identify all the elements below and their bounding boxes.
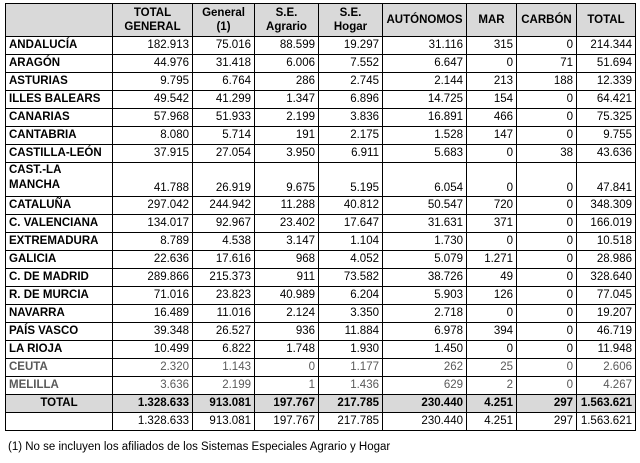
value-cell: 46.719 bbox=[577, 323, 636, 341]
region-cell: CATALUÑA bbox=[6, 197, 113, 215]
value-cell: 38 bbox=[517, 145, 577, 163]
value-cell: 936 bbox=[255, 323, 319, 341]
value-cell: 75.016 bbox=[193, 37, 255, 55]
value-cell: 6.911 bbox=[319, 145, 383, 163]
value-cell: 348.309 bbox=[577, 197, 636, 215]
table-row bbox=[6, 55, 636, 73]
value-cell: 51.933 bbox=[193, 109, 255, 127]
value-cell: 3.350 bbox=[319, 305, 383, 323]
value-cell: 64.421 bbox=[577, 91, 636, 109]
value-cell: 41.788 bbox=[113, 163, 193, 197]
total-cell: 197.767 bbox=[255, 395, 319, 413]
table-row bbox=[6, 287, 636, 305]
value-cell: 51.694 bbox=[577, 55, 636, 73]
value-cell: 720 bbox=[467, 197, 517, 215]
table-row bbox=[6, 215, 636, 233]
region-cell: ANDALUCÍA bbox=[6, 37, 113, 55]
affiliation-table bbox=[5, 3, 636, 431]
check-cell: 1.328.633 bbox=[113, 413, 193, 431]
value-cell: 1 bbox=[255, 377, 319, 395]
value-cell: 214.344 bbox=[577, 37, 636, 55]
value-cell: 1.143 bbox=[193, 359, 255, 377]
value-cell: 1.271 bbox=[467, 251, 517, 269]
value-cell: 0 bbox=[517, 163, 577, 197]
value-cell: 0 bbox=[517, 127, 577, 145]
region-cell: ARAGÓN bbox=[6, 55, 113, 73]
table-row bbox=[6, 323, 636, 341]
value-cell: 37.915 bbox=[113, 145, 193, 163]
value-cell: 2.718 bbox=[383, 305, 467, 323]
value-cell: 26.919 bbox=[193, 163, 255, 197]
value-cell: 2.175 bbox=[319, 127, 383, 145]
region-cell: C. VALENCIANA bbox=[6, 215, 113, 233]
value-cell: 2 bbox=[467, 377, 517, 395]
header-cell: CARBÓN bbox=[517, 4, 577, 37]
value-cell: 5.079 bbox=[383, 251, 467, 269]
total-cell: 1.563.621 bbox=[577, 395, 636, 413]
value-cell: 16.891 bbox=[383, 109, 467, 127]
region-cell: CANARIAS bbox=[6, 109, 113, 127]
table-row bbox=[6, 305, 636, 323]
value-cell: 394 bbox=[467, 323, 517, 341]
total-cell: 4.251 bbox=[467, 395, 517, 413]
value-cell: 88.599 bbox=[255, 37, 319, 55]
total-cell: 230.440 bbox=[383, 395, 467, 413]
value-cell: 6.204 bbox=[319, 287, 383, 305]
header-cell: AUTÓNOMOS bbox=[383, 4, 467, 37]
value-cell: 17.647 bbox=[319, 215, 383, 233]
value-cell: 1.104 bbox=[319, 233, 383, 251]
value-cell: 1.177 bbox=[319, 359, 383, 377]
value-cell: 71 bbox=[517, 55, 577, 73]
value-cell: 25 bbox=[467, 359, 517, 377]
table-row bbox=[6, 269, 636, 287]
value-cell: 0 bbox=[517, 287, 577, 305]
table-row bbox=[6, 341, 636, 359]
value-cell: 7.552 bbox=[319, 55, 383, 73]
footnote: (1) No se incluyen los afiliados de los Sistemas Especiales Agrario y Hogar bbox=[8, 441, 391, 453]
value-cell: 5.903 bbox=[383, 287, 467, 305]
value-cell: 2.199 bbox=[255, 109, 319, 127]
value-cell: 0 bbox=[517, 377, 577, 395]
value-cell: 0 bbox=[467, 341, 517, 359]
region-cell: ILLES BALEARS bbox=[6, 91, 113, 109]
value-cell: 0 bbox=[517, 359, 577, 377]
check-cell: 1.563.621 bbox=[577, 413, 636, 431]
value-cell: 31.116 bbox=[383, 37, 467, 55]
value-cell: 49.542 bbox=[113, 91, 193, 109]
value-cell: 244.942 bbox=[193, 197, 255, 215]
value-cell: 71.016 bbox=[113, 287, 193, 305]
value-cell: 0 bbox=[467, 233, 517, 251]
value-cell: 297.042 bbox=[113, 197, 193, 215]
value-cell: 47.841 bbox=[577, 163, 636, 197]
region-cell: LA RIOJA bbox=[6, 341, 113, 359]
value-cell: 11.948 bbox=[577, 341, 636, 359]
value-cell: 31.631 bbox=[383, 215, 467, 233]
value-cell: 22.636 bbox=[113, 251, 193, 269]
value-cell: 134.017 bbox=[113, 215, 193, 233]
header-cell: General (1) bbox=[193, 4, 255, 37]
check-blank-cell bbox=[6, 413, 113, 431]
table-row bbox=[6, 233, 636, 251]
value-cell: 0 bbox=[517, 37, 577, 55]
header-cell bbox=[6, 4, 113, 37]
value-cell: 10.499 bbox=[113, 341, 193, 359]
region-cell: CANTABRIA bbox=[6, 127, 113, 145]
value-cell: 43.636 bbox=[577, 145, 636, 163]
value-cell: 6.006 bbox=[255, 55, 319, 73]
value-cell: 9.675 bbox=[255, 163, 319, 197]
check-cell: 4.251 bbox=[467, 413, 517, 431]
value-cell: 2.320 bbox=[113, 359, 193, 377]
value-cell: 328.640 bbox=[577, 269, 636, 287]
value-cell: 40.989 bbox=[255, 287, 319, 305]
value-cell: 629 bbox=[383, 377, 467, 395]
value-cell: 154 bbox=[467, 91, 517, 109]
value-cell: 40.812 bbox=[319, 197, 383, 215]
value-cell: 0 bbox=[467, 55, 517, 73]
check-row bbox=[6, 413, 636, 431]
value-cell: 2.199 bbox=[193, 377, 255, 395]
value-cell: 968 bbox=[255, 251, 319, 269]
value-cell: 9.795 bbox=[113, 73, 193, 91]
value-cell: 8.080 bbox=[113, 127, 193, 145]
table-row bbox=[6, 359, 636, 377]
value-cell: 2.606 bbox=[577, 359, 636, 377]
value-cell: 92.967 bbox=[193, 215, 255, 233]
header-cell: S.E. Hogar bbox=[319, 4, 383, 37]
value-cell: 371 bbox=[467, 215, 517, 233]
value-cell: 3.836 bbox=[319, 109, 383, 127]
value-cell: 0 bbox=[255, 359, 319, 377]
value-cell: 0 bbox=[517, 91, 577, 109]
table-row bbox=[6, 73, 636, 91]
value-cell: 213 bbox=[467, 73, 517, 91]
header-cell: TOTAL GENERAL bbox=[113, 4, 193, 37]
value-cell: 3.636 bbox=[113, 377, 193, 395]
value-cell: 0 bbox=[467, 163, 517, 197]
region-cell: MELILLA bbox=[6, 377, 113, 395]
value-cell: 0 bbox=[517, 233, 577, 251]
header-cell: S.E. Agrario bbox=[255, 4, 319, 37]
header-cell: TOTAL bbox=[577, 4, 636, 37]
value-cell: 0 bbox=[517, 197, 577, 215]
value-cell: 57.968 bbox=[113, 109, 193, 127]
value-cell: 1.347 bbox=[255, 91, 319, 109]
value-cell: 6.978 bbox=[383, 323, 467, 341]
total-cell: 217.785 bbox=[319, 395, 383, 413]
value-cell: 2.745 bbox=[319, 73, 383, 91]
value-cell: 0 bbox=[467, 145, 517, 163]
region-cell: CEUTA bbox=[6, 359, 113, 377]
total-label: TOTAL bbox=[6, 395, 113, 413]
value-cell: 4.267 bbox=[577, 377, 636, 395]
value-cell: 3.950 bbox=[255, 145, 319, 163]
value-cell: 31.418 bbox=[193, 55, 255, 73]
value-cell: 26.527 bbox=[193, 323, 255, 341]
value-cell: 23.823 bbox=[193, 287, 255, 305]
value-cell: 44.976 bbox=[113, 55, 193, 73]
value-cell: 49 bbox=[467, 269, 517, 287]
value-cell: 262 bbox=[383, 359, 467, 377]
value-cell: 466 bbox=[467, 109, 517, 127]
value-cell: 27.054 bbox=[193, 145, 255, 163]
table-row bbox=[6, 109, 636, 127]
value-cell: 1.528 bbox=[383, 127, 467, 145]
region-cell: CASTILLA-LEÓN bbox=[6, 145, 113, 163]
value-cell: 11.016 bbox=[193, 305, 255, 323]
value-cell: 16.489 bbox=[113, 305, 193, 323]
value-cell: 911 bbox=[255, 269, 319, 287]
check-cell: 217.785 bbox=[319, 413, 383, 431]
value-cell: 8.789 bbox=[113, 233, 193, 251]
value-cell: 166.019 bbox=[577, 215, 636, 233]
table-body bbox=[6, 37, 636, 395]
value-cell: 0 bbox=[517, 341, 577, 359]
value-cell: 0 bbox=[467, 305, 517, 323]
total-cell: 1.328.633 bbox=[113, 395, 193, 413]
check-cell: 230.440 bbox=[383, 413, 467, 431]
value-cell: 0 bbox=[517, 305, 577, 323]
region-cell: EXTREMADURA bbox=[6, 233, 113, 251]
value-cell: 6.822 bbox=[193, 341, 255, 359]
value-cell: 315 bbox=[467, 37, 517, 55]
total-cell: 297 bbox=[517, 395, 577, 413]
total-row bbox=[6, 395, 636, 413]
value-cell: 38.726 bbox=[383, 269, 467, 287]
region-cell: PAÍS VASCO bbox=[6, 323, 113, 341]
value-cell: 6.054 bbox=[383, 163, 467, 197]
value-cell: 0 bbox=[517, 323, 577, 341]
value-cell: 1.436 bbox=[319, 377, 383, 395]
table-row bbox=[6, 251, 636, 269]
table-row bbox=[6, 145, 636, 163]
value-cell: 188 bbox=[517, 73, 577, 91]
value-cell: 11.288 bbox=[255, 197, 319, 215]
value-cell: 0 bbox=[517, 215, 577, 233]
value-cell: 9.755 bbox=[577, 127, 636, 145]
value-cell: 28.986 bbox=[577, 251, 636, 269]
region-cell: R. DE MURCIA bbox=[6, 287, 113, 305]
value-cell: 1.930 bbox=[319, 341, 383, 359]
value-cell: 1.450 bbox=[383, 341, 467, 359]
value-cell: 289.866 bbox=[113, 269, 193, 287]
region-cell: ASTURIAS bbox=[6, 73, 113, 91]
table-row bbox=[6, 37, 636, 55]
value-cell: 2.124 bbox=[255, 305, 319, 323]
value-cell: 17.616 bbox=[193, 251, 255, 269]
region-cell: CAST.-LA MANCHA bbox=[6, 163, 113, 197]
value-cell: 126 bbox=[467, 287, 517, 305]
value-cell: 23.402 bbox=[255, 215, 319, 233]
value-cell: 2.144 bbox=[383, 73, 467, 91]
value-cell: 5.683 bbox=[383, 145, 467, 163]
region-cell: GALICIA bbox=[6, 251, 113, 269]
table-row bbox=[6, 197, 636, 215]
value-cell: 4.052 bbox=[319, 251, 383, 269]
value-cell: 1.730 bbox=[383, 233, 467, 251]
value-cell: 1.748 bbox=[255, 341, 319, 359]
check-cell: 913.081 bbox=[193, 413, 255, 431]
value-cell: 286 bbox=[255, 73, 319, 91]
value-cell: 41.299 bbox=[193, 91, 255, 109]
value-cell: 39.348 bbox=[113, 323, 193, 341]
value-cell: 5.714 bbox=[193, 127, 255, 145]
table-header-row bbox=[6, 4, 636, 37]
value-cell: 6.647 bbox=[383, 55, 467, 73]
value-cell: 147 bbox=[467, 127, 517, 145]
total-cell: 913.081 bbox=[193, 395, 255, 413]
table-row bbox=[6, 127, 636, 145]
value-cell: 11.884 bbox=[319, 323, 383, 341]
value-cell: 5.195 bbox=[319, 163, 383, 197]
value-cell: 4.538 bbox=[193, 233, 255, 251]
check-cell: 297 bbox=[517, 413, 577, 431]
region-cell: C. DE MADRID bbox=[6, 269, 113, 287]
table-row bbox=[6, 91, 636, 109]
value-cell: 14.725 bbox=[383, 91, 467, 109]
table-row bbox=[6, 377, 636, 395]
table-row bbox=[6, 163, 636, 197]
check-cell: 197.767 bbox=[255, 413, 319, 431]
value-cell: 191 bbox=[255, 127, 319, 145]
value-cell: 12.339 bbox=[577, 73, 636, 91]
region-cell: NAVARRA bbox=[6, 305, 113, 323]
value-cell: 73.582 bbox=[319, 269, 383, 287]
value-cell: 0 bbox=[517, 109, 577, 127]
value-cell: 19.297 bbox=[319, 37, 383, 55]
value-cell: 6.764 bbox=[193, 73, 255, 91]
value-cell: 3.147 bbox=[255, 233, 319, 251]
value-cell: 6.896 bbox=[319, 91, 383, 109]
header-cell: MAR bbox=[467, 4, 517, 37]
value-cell: 50.547 bbox=[383, 197, 467, 215]
value-cell: 215.373 bbox=[193, 269, 255, 287]
value-cell: 19.207 bbox=[577, 305, 636, 323]
value-cell: 182.913 bbox=[113, 37, 193, 55]
value-cell: 10.518 bbox=[577, 233, 636, 251]
value-cell: 75.325 bbox=[577, 109, 636, 127]
value-cell: 0 bbox=[517, 269, 577, 287]
value-cell: 0 bbox=[517, 251, 577, 269]
value-cell: 77.045 bbox=[577, 287, 636, 305]
